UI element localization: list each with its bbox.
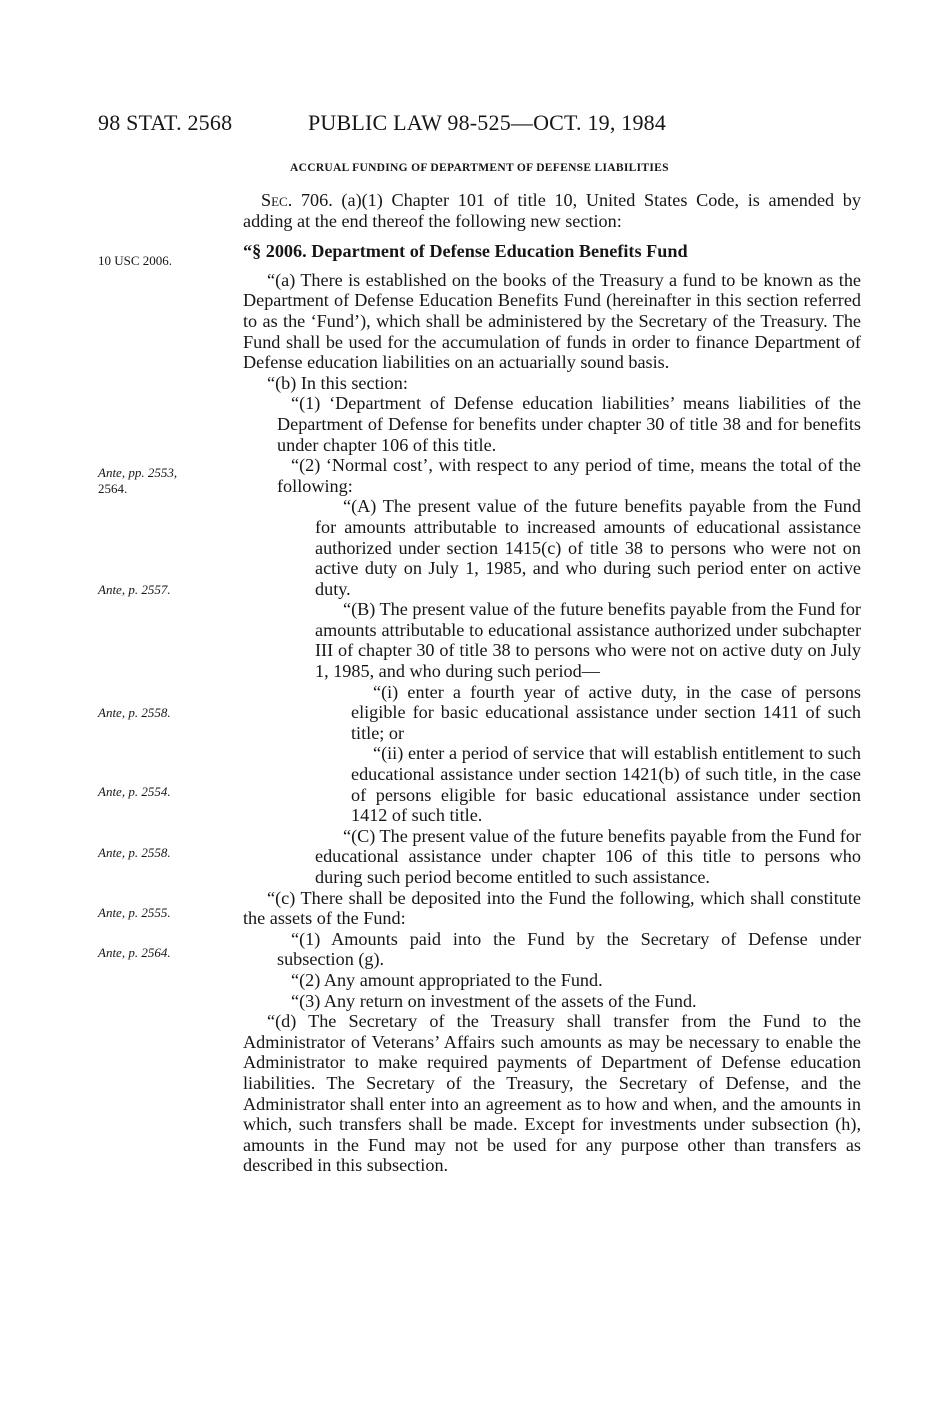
margin-note-ante: Ante, p. 2558. [98, 705, 171, 720]
margin-note-ante: Ante, p. 2564. [98, 945, 171, 960]
clause-b2Bii: “(ii) enter a period of service that will establish entitlement to such educational assistance under section 1421(b) of such title, in the case of persons eligible for basic educational assistance under section 1412 of such title. [351, 743, 861, 826]
section-2006-title: “§ 2006. Department of Defense Education Benefits Fund [243, 241, 688, 262]
paragraph-c3: “(3) Any return on investment of the assets of the Fund. [291, 990, 697, 1011]
paragraph-c2: “(2) Any amount appropriated to the Fund. [291, 969, 603, 990]
margin-note-ante: Ante, pp. 2553, [98, 465, 178, 480]
margin-note-ante: Ante, p. 2555. [98, 905, 171, 920]
public-law-header: PUBLIC LAW 98-525—OCT. 19, 1984 [308, 110, 667, 135]
section-heading: ACCRUAL FUNDING OF DEPARTMENT OF DEFENSE LIABILITIES [290, 162, 669, 174]
paragraph-b2: “(2) ‘Normal cost’, with respect to any period of time, means the total of the following: [277, 455, 861, 496]
page-citation: 98 STAT. 2568 [98, 110, 233, 135]
statute-body [243, 190, 861, 1176]
subsection-b: “(b) In this section: [267, 372, 408, 393]
margin-note-ante: Ante, p. 2558. [98, 845, 171, 860]
subsection-d: “(d) The Secretary of the Treasury shall transfer from the Fund to the Administrator of Veterans’ Affairs such amounts as may be necessary to enable the Administrator to make required payments of Department of Defense education liabilities. The Secretary of the Treasury, the Secretary of Defense, and the Administrator shall enter into an agreement as to how and when, and the amounts in which, such transfers shall be made. Except for investments under subsection (h), amounts in the Fund may not be used for any purpose other than transfers as described in this subsection. [243, 1011, 861, 1176]
paragraph-c1: “(1) Amounts paid into the Fund by the Secretary of Defense under subsection (g). [277, 928, 861, 970]
paragraph-b2A: “(A) The present value of the future benefits payable from the Fund for amounts attributable to increased amounts of educational assistance authorized under section 1415(c) of title 38 to persons who were not on active duty on July 1, 1985, and who during such period enter on active duty. [315, 496, 861, 599]
paragraph-b2B: “(B) The present value of the future benefits payable from the Fund for amounts attributable to educational assistance authorized under subchapter III of chapter 30 of title 38 to persons who were not on active duty on July 1, 1985, and who during such period— [315, 599, 861, 682]
clause-b2Bi: “(i) enter a fourth year of active duty, in the case of persons eligible for basic educational assistance under section 1411 of such title; or [351, 681, 861, 743]
margin-note-ante: Ante, p. 2557. [98, 582, 171, 597]
section-intro: Sec. 706. (a)(1) Chapter 101 of title 10, United States Code, is amended by adding at the end thereof the following new section: [243, 190, 861, 231]
margin-note-ante: Ante, p. 2554. [98, 784, 171, 799]
subsection-a: “(a) There is established on the books of the Treasury a fund to be known as the Department of Defense Education Benefits Fund (hereinafter in this section referred to as the ‘Fund’), which shall be administered by the Secretary of the Treasury. The Fund shall be used for the accumulation of funds in order to finance Department of Defense education liabilities on an actuarially sound basis. [243, 269, 861, 373]
margin-note-usc: 10 USC 2006. [98, 253, 173, 268]
margin-note-ante-cont: 2564. [98, 481, 128, 496]
subsection-c: “(c) There shall be deposited into the Fund the following, which shall constitute the assets of the Fund: [243, 887, 861, 929]
paragraph-b1: “(1) ‘Department of Defense education liabilities’ means liabilities of the Department of Defense for benefits under chapter 30 of title 38 and for benefits under chapter 106 of this title. [277, 393, 861, 455]
sec-label: Sec. [261, 190, 293, 210]
paragraph-b2C: “(C) The present value of the future benefits payable from the Fund for educational assistance under chapter 106 of this title to persons who during such period become entitled to such assistance. [315, 825, 861, 887]
